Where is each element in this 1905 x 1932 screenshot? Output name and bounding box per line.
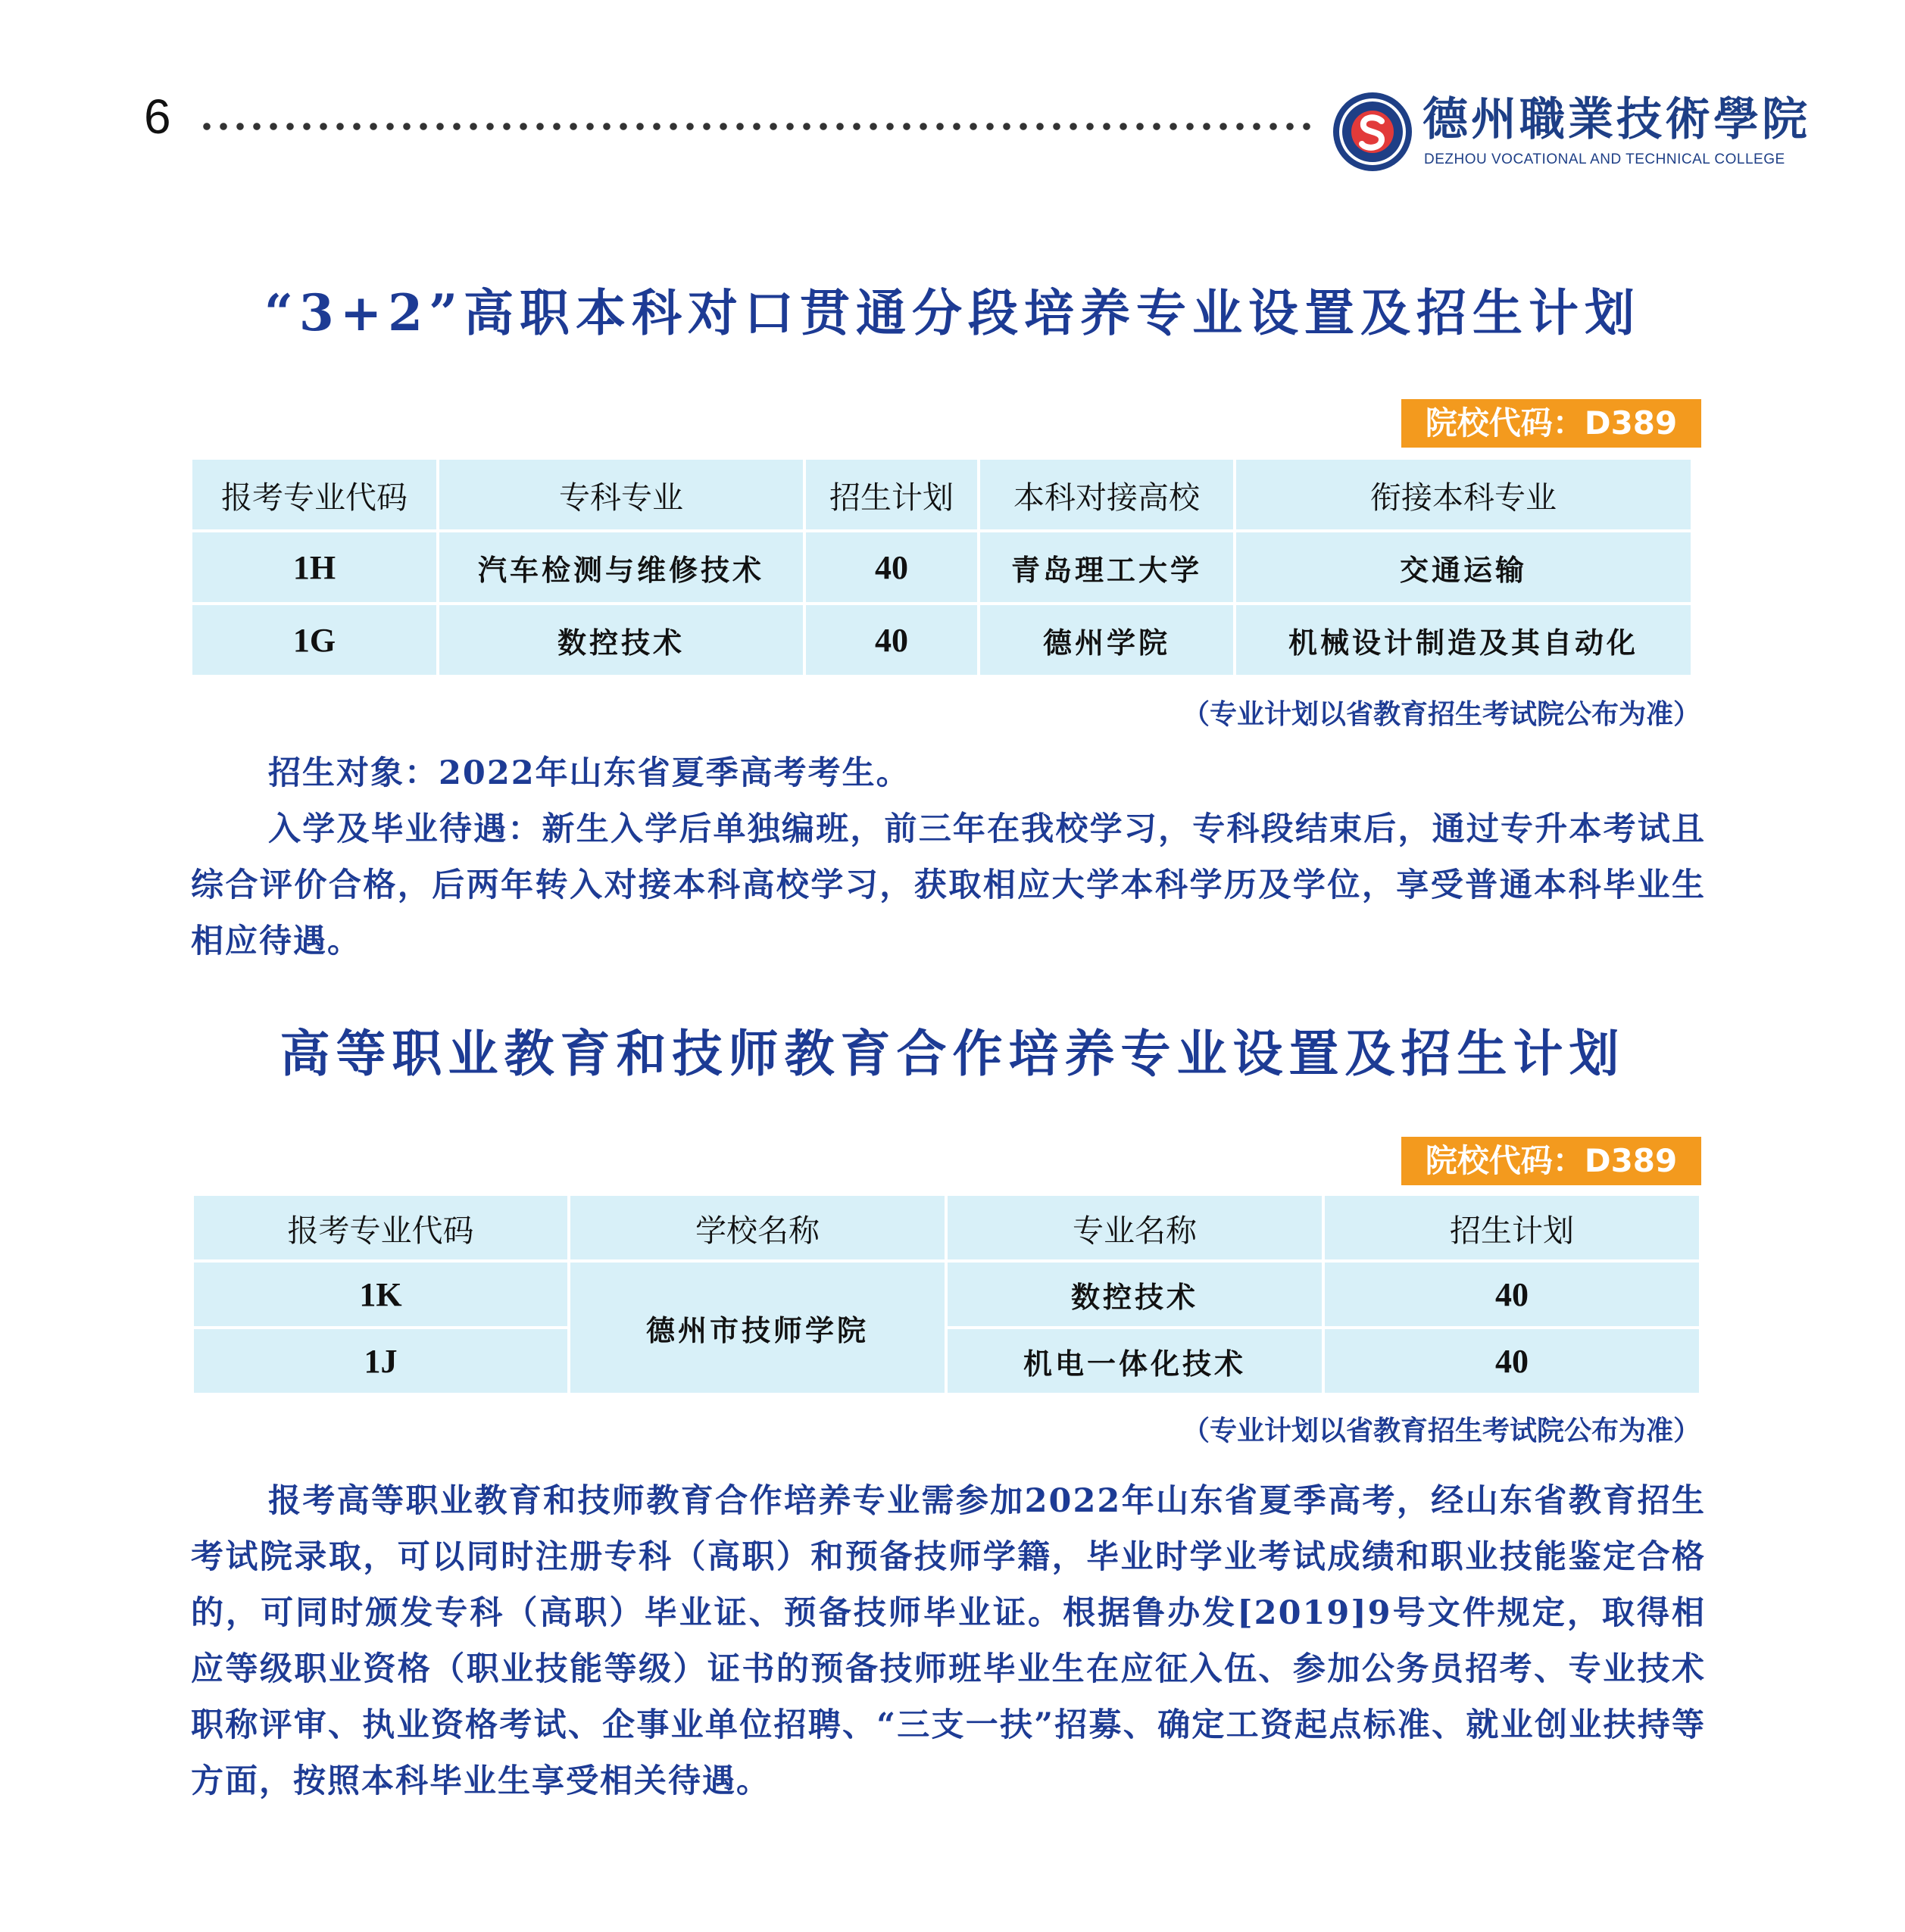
college-name-en: DEZHOU VOCATIONAL AND TECHNICAL COLLEGE <box>1424 151 1785 167</box>
plan-note: （专业计划以省教育招生考试院公布为准） <box>1182 699 1700 730</box>
major-code-cell: 1H <box>192 532 436 602</box>
table-header-cell: 衔接本科专业 <box>1236 460 1691 529</box>
major-name-cell: 机电一体化技术 <box>948 1329 1322 1393</box>
section1-table <box>189 457 1694 678</box>
bachelor-major-cell: 交通运输 <box>1236 532 1691 602</box>
cooperation-paragraph: 报考高等职业教育和技师教育合作培养专业需参加2022年山东省夏季高考，经山东省教育招生考试院录取，可以同时注册专科（高职）和预备技师学籍，毕业时学业考试成绩和职业技能鉴定合格的，可同时颁发专科（高职）毕业证、预备技师毕业证。根据鲁办发[2019]9号文件规定，取得相应等级职业资格（职业技能等级）证书的预备技师班毕业生在应征入伍、参加公务员招考、专业技术职称评审、执业资格考试、企事业单位招聘、“三支一扶”招募、确定工资起点标准、就业创业扶持等方面，按照本科毕业生享受相关待遇。 <box>191 1482 1706 1800</box>
table-header-cell: 招生计划 <box>806 460 977 529</box>
section1-title: “3+2”高职本科对口贯通分段培养专业设置及招生计划 <box>264 283 1641 342</box>
table-row <box>194 1329 1699 1393</box>
plan-count-cell: 40 <box>1325 1263 1699 1326</box>
table-header-cell: 报考专业代码 <box>192 460 436 529</box>
bachelor-major-cell: 机械设计制造及其自动化 <box>1236 605 1691 675</box>
major-code-cell: 1G <box>192 605 436 675</box>
table-row <box>192 605 1691 675</box>
school-code-badge: 院校代码：D389 <box>1401 399 1701 448</box>
major-name-cell: 数控技术 <box>948 1263 1322 1326</box>
table-row <box>192 532 1691 602</box>
plan-count-cell: 40 <box>1325 1329 1699 1393</box>
major-code-cell: 1J <box>194 1329 567 1393</box>
school-name-cell: 德州市技师学院 <box>570 1263 945 1393</box>
plan-count-cell: 40 <box>806 605 977 675</box>
table-header-cell: 招生计划 <box>1325 1196 1699 1259</box>
college-logo-icon <box>1332 91 1413 173</box>
table-header-row <box>194 1196 1699 1259</box>
table-header-cell: 报考专业代码 <box>194 1196 567 1259</box>
plan-count-cell: 40 <box>806 532 977 602</box>
enrollment-target-paragraph: 招生对象：2022年山东省夏季高考考生。 <box>268 754 910 792</box>
section2-title: 高等职业教育和技师教育合作培养专业设置及招生计划 <box>280 1024 1625 1083</box>
university-cell: 青岛理工大学 <box>980 532 1233 602</box>
major-code-cell: 1K <box>194 1263 567 1326</box>
dotted-divider <box>198 121 1312 132</box>
table-header-cell: 专科专业 <box>439 460 803 529</box>
major-cell: 数控技术 <box>439 605 803 675</box>
table-row <box>194 1263 1699 1326</box>
page-number: 6 <box>144 89 171 144</box>
table-header-cell: 本科对接高校 <box>980 460 1233 529</box>
university-cell: 德州学院 <box>980 605 1233 675</box>
section2-table <box>191 1193 1702 1396</box>
table-header-cell: 学校名称 <box>570 1196 945 1259</box>
table-header-cell: 专业名称 <box>948 1196 1322 1259</box>
table-header-row <box>192 460 1691 529</box>
school-code-badge: 院校代码：D389 <box>1401 1137 1701 1185</box>
plan-note: （专业计划以省教育招生考试院公布为准） <box>1182 1415 1700 1447</box>
enrollment-treatment-paragraph: 入学及毕业待遇：新生入学后单独编班，前三年在我校学习，专科段结束后，通过专升本考试且综合评价合格，后两年转入对接本科高校学习，获取相应大学本科学历及学位，享受普通本科毕业生相应待遇。 <box>191 810 1706 960</box>
major-cell: 汽车检测与维修技术 <box>439 532 803 602</box>
college-name-cn: 德州職業技術學院 <box>1423 93 1810 146</box>
